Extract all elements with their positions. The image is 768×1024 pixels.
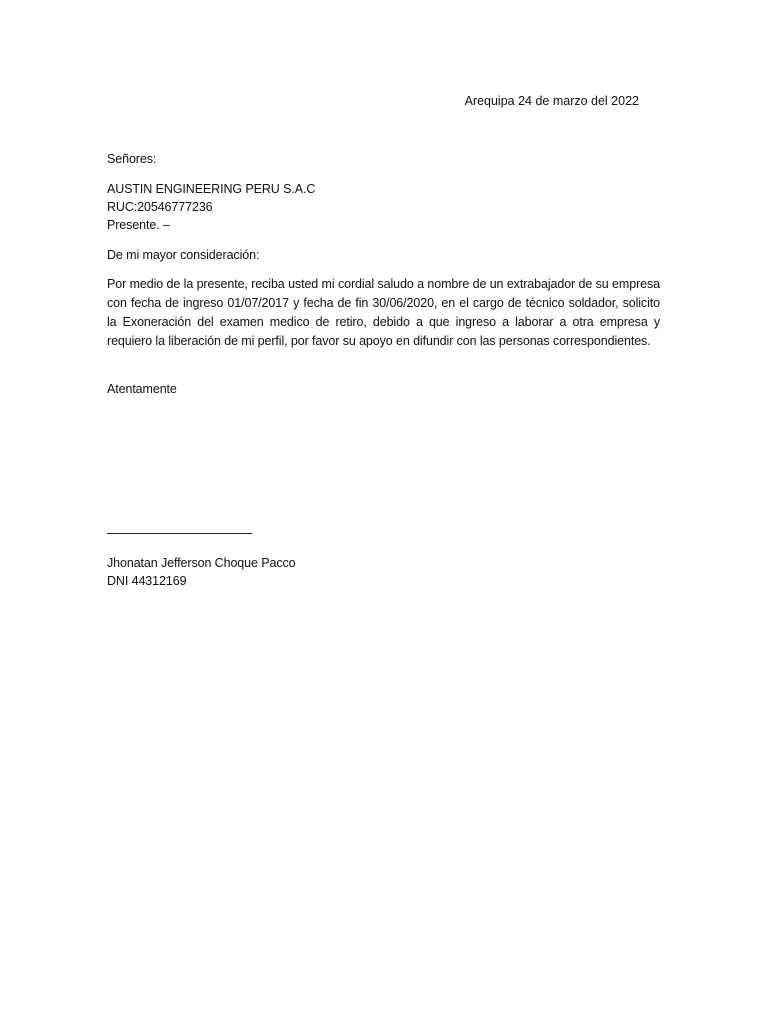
signer-dni: DNI 44312169 <box>107 574 187 588</box>
presente-line: Presente. – <box>107 218 170 232</box>
company-name: AUSTIN ENGINEERING PERU S.A.C <box>107 182 316 196</box>
salutation: Señores: <box>107 152 157 166</box>
closing: Atentamente <box>107 382 177 396</box>
signer-name: Jhonatan Jefferson Choque Pacco <box>107 556 296 570</box>
place-date: Arequipa 24 de marzo del 2022 <box>464 94 639 108</box>
signature-line <box>107 533 252 534</box>
company-ruc: RUC:20546777236 <box>107 200 213 214</box>
greeting: De mi mayor consideración: <box>107 248 260 262</box>
letter-body: Por medio de la presente, reciba usted mi cordial saludo a nombre de un extrabajador de su empresa con fecha de ingreso 01/07/2017 y fecha de fin 30/06/2020, en el cargo de técnico soldador, solicito la Exoneración del examen medico de retiro, debido a que ingreso a laborar a otra empresa y requiero la liberación de mi perfil, por favor su apoyo en difundir con las personas correspondientes. <box>107 277 660 348</box>
